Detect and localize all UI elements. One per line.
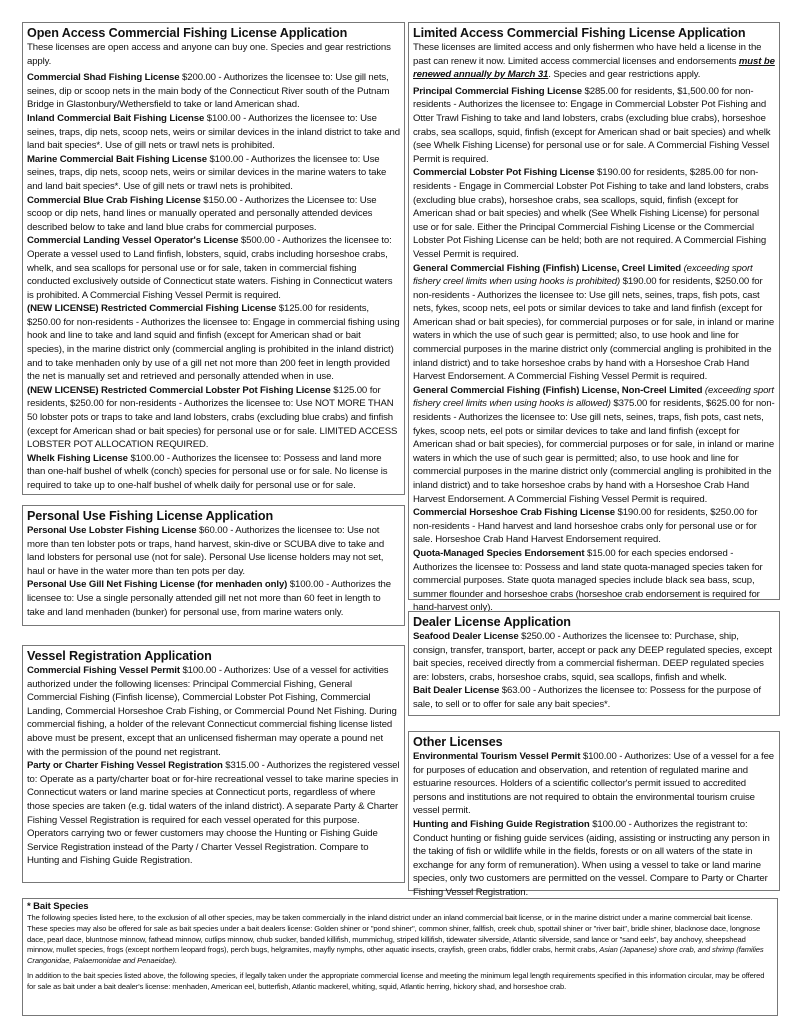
license-name: Quota-Managed Species Endorsement <box>413 547 585 559</box>
license-entry <box>27 578 400 619</box>
license-description: $100.00 - Authorizes: Use of a vessel for a fee for purposes of education and observation, and retention of regulated marine and estuarine resources. Holders of a scientific collector's permit issued to accredited persons and institutions are not required to obtain the environmental tourism cruise vessel permit. <box>413 751 775 817</box>
license-description: $190.00 for residents, $250.00 for non-residents - Authorizes the licensee to: Use gill nets, seines, traps, fish pots, cast nets, fykes, scoop nets, eel pots or similar devices to take and land finfish (except for American shad or bait species), for commercial purposes or for sale, in inland or marine waters in which the use of such gear is permitted; also, to use hook and line for commercial purposes in the marine district only (commercial angling is prohibited in the inland district) and to take horseshoe crabs by hand with a Horseshoe Crab Hand Harvest Endorsement. A Commercial Fishing Vessel Permit is required. <box>413 276 775 383</box>
license-description: $285.00 for residents, $1,500.00 for non-residents - Authorizes the licensee to: Engage in Commercial Lobster Pot Fishing and Otter Trawl Fishing to take and land lobsters, crabs (excluding blue crabs), horseshoe crabs, sea scallops, squid, finfish (except for American shad or bait species) and whelk (see Whelk Fishing License) for personal use or for sale. A Commercial Fishing Vessel Permit is required. <box>413 85 771 165</box>
intro-text: . Species and gear restrictions apply. <box>548 69 701 81</box>
license-entry <box>413 750 775 818</box>
license-description: $190.00 for residents, $250.00 for non-residents - Hand harvest and land horseshoe crabs only for personal use or for sale. Horseshoe Crab Hand Harvest Endorsement required. <box>413 507 758 546</box>
license-name: Marine Commercial Bait Fishing License <box>27 153 207 165</box>
license-entry <box>27 302 400 384</box>
bait-species-text: The following species listed here, to the exclusion of all other species, may be taken commercially in the inland district under an inland commercial bait license, or in the marine district under a marine commercial bait license. These species may also be offered for sale as bait species under a bait dealers license: Golden shiner or "pond shiner", common shiner, fallfish, creek chub, spottail shiner or "river bait", bridle shiner, blacknose dace, longnose dace, pearl dace, bluntnose minnow, fathead minnow, cutlips minnow, chub sucker, banded killifish, mummichug, striped killifish, tidewater silverside, Atlantic silverside, sand lance or "sand eels", bay anchovy, sheepshead minnow, mullet species, frogs (except northern leopard frogs), perch bugs, helgramites, mayfly nymphs, other aquatic insects, crayfish, green crabs, fiddler crabs, hermit crabs, <box>27 913 761 955</box>
license-name: Whelk Fishing License <box>27 452 128 464</box>
license-entry <box>27 153 400 194</box>
license-description: $125.00 for residents, $250.00 for non-residents - Authorizes the licensee to: Use NOT MORE THAN 50 lobster pots or traps to take and land lobsters, crabs (excluding blue crabs) and finfish (except for American shad or bait species) for personal use or for sale. LIMITED ACCESS LOBSTER POT ALLOCATION REQUIRED. <box>27 384 398 451</box>
license-description: $125.00 for residents, $250.00 for non-residents - Authorizes the licensee to: Engage in commercial fishing using hook and line to take and land squid and finfish (except for American shad or bait species), in the marine district only (commercial angling is prohibited in the inland district) and to take menhaden only by use of a gill net not more than 200 feet in length provided the net is manually set and retrieved and personally attended when in use. <box>27 303 400 383</box>
license-description: $150.00 - Authorizes the Licensee to: Use scoop or dip nets, hand lines or manually operated and personally attended devices described below to take and land blue crabs for commercial purposes. <box>27 194 377 233</box>
license-name: General Commercial Fishing (Finfish) License, Creel Limited <box>413 262 682 274</box>
license-name: Personal Use Gill Net Fishing License (for menhaden only) <box>27 579 288 591</box>
personal-use-section <box>22 505 405 626</box>
bait-species-italic: Asian (Japanese) shore crab, and shrimp (families Crangonidae, Palaemonidae and Penaeidae). <box>27 945 764 966</box>
license-entry <box>413 262 775 384</box>
license-entry <box>27 194 400 235</box>
additional-bait-species: In addition to the bait species listed above, the following species, if legally taken under the appropriate commercial license and meeting the minimum legal length requirements specified in this information circular, may be offered for sale as bait under a bait dealer's license: menhaden, American eel, butterfish, Atlantic mackerel, whiting, squid, Atlantic herring, hickory shad, and horseshoe crab. <box>27 970 765 991</box>
license-name: Bait Dealer License <box>413 685 500 697</box>
license-name: (NEW LICENSE) Restricted Commercial Fishing License <box>27 303 277 315</box>
license-description: $375.00 for residents, $625.00 for non-residents - Authorizes the licensee to: Use gill nets, seines, traps, fish pots, cast nets, fykes, scoop nets, eel pots or similar devices to take and land finfish (except for American shad or bait species), for commercial purposes or for sale, in inland or marine waters in which the use of such gear is permitted; also, to use hook and line for commercial purposes in the marine district only (commercial angling is prohibited in the inland district) and to take horseshoe crabs by hand with a Horseshoe Crab Hand Harvest Endorsement. A Commercial Fishing Vessel Permit is required. <box>413 398 775 505</box>
license-entry <box>413 85 775 167</box>
license-entry <box>413 166 775 261</box>
license-name: Commercial Landing Vessel Operator's License <box>27 235 239 247</box>
license-description: $250.00 - Authorizes the licensee to: Purchase, ship, consign, transfer, transport, barter, accept or pack any DEEP regulated species, except bait species, received directly from a commercial fisherman. DEEP regulated species are: lobsters, crabs, horseshoe crabs, squid, sea scallops, finfish and whelk. <box>413 631 772 683</box>
section-title: Open Access Commercial Fishing License Application <box>27 26 348 40</box>
license-description: $200.00 - Authorizes the licensee to: Use gill nets, seines, dip or scoop nets in the main body of the Connecticut River south of the Putnam Bridge in Glastonbury/Wethersfield to take or land American shad. <box>27 72 390 111</box>
intro-text: These licenses are limited access and only fishermen who have held a license in the past can renew it now. Limited access commercial licenses and endorsements <box>413 42 762 67</box>
license-entry <box>27 234 400 302</box>
license-entry <box>413 630 775 684</box>
license-entry <box>27 452 400 493</box>
license-entry <box>27 71 400 112</box>
license-description: $63.00 - Authorizes the licensee to: Possess for the purpose of sale, to sell or to offer for sale any bait species*. <box>413 685 761 710</box>
license-description: $100.00 - Authorizes the licensee to: Use seines, traps, dip nets, scoop nets, weirs or similar devices in the marine waters to take and land bait species*. Use of gill nets or trawl nets is prohibited. <box>27 153 387 192</box>
license-name: Personal Use Lobster Fishing License <box>27 525 197 536</box>
section-title: Vessel Registration Application <box>27 649 212 663</box>
section-intro: These licenses are open access and anyone can buy one. Species and gear restrictions apply. <box>27 42 391 67</box>
license-name: Commercial Lobster Pot Fishing License <box>413 167 595 179</box>
license-entry <box>413 506 775 547</box>
section-title: Other Licenses <box>413 735 503 749</box>
license-description: $100.00 - Authorizes the licensee to: Use seines, traps, dip nets, scoop nets, weirs or similar devices in the inland district to take and land bait species*. Use of gill nets or trawl nets is prohibited. <box>27 112 400 152</box>
section-intro <box>413 41 775 82</box>
license-name: Inland Commercial Bait Fishing License <box>27 112 205 124</box>
license-name: (NEW LICENSE) Restricted Commercial Lobster Pot Fishing License <box>27 384 331 396</box>
license-description: $190.00 for residents, $285.00 for non-residents - Engage in Commercial Lobster Pot Fishing to take and land lobsters, crabs (excluding blue crabs), horseshoe crabs, sea scallops, squid, finfish (except for American shad or bait species) and whelk (See Whelk Fishing License) for personal use or for sale. Either the Principal Commercial Fishing License or the Commercial Lobster Pot Fishing License can be held; both are not required. A Commercial Fishing Vessel Permit is required. <box>413 167 769 260</box>
license-entry <box>27 664 400 759</box>
other-licenses-section <box>408 731 780 898</box>
section-title: Personal Use Fishing License Application <box>27 509 274 523</box>
license-entry <box>413 684 775 711</box>
section-title: Limited Access Commercial Fishing License Application <box>413 26 746 40</box>
license-description: $15.00 for each species endorsed - Authorizes the licensee to: Possess and land state quota-managed species taken for commercial purposes. State quota managed species include black sea bass, scup, summer flounder and horseshoe crabs (horseshoe crab endorsement is required for hand-harvest only). <box>413 547 763 614</box>
license-description: $500.00 - Authorizes the licensee to: Operate a vessel used to Land finfish, lobsters, squid, crabs including horseshoe crabs, whelk, and sea scallops for personal use or for sale, taken in commercial fishing conducted exclusively outside of Connecticut state waters. Fishing in Connecticut waters is prohibited. A Commercial Fishing Vessel Permit is required. <box>27 235 393 301</box>
license-description: $100.00 - Authorizes the registrant to: Conduct hunting or fishing guide services (aiding, assisting or instructing any person in the taking of fish or wildlife while in the fields, forests or on all waters of the state in exchange for any form of remuneration). When using a vessel to take or land marine species, only two customers are permitted on the vessel. Compare to Party or Charter Fishing Vessel Registration. <box>413 818 770 898</box>
license-name: Commercial Fishing Vessel Permit <box>27 665 180 676</box>
license-entry <box>413 818 775 900</box>
license-name: General Commercial Fishing (Finfish) License, Non-Creel Limited <box>413 384 703 396</box>
license-name: Principal Commercial Fishing License <box>413 85 582 97</box>
license-entry <box>27 384 400 452</box>
bait-species-footnote <box>22 898 778 1016</box>
license-note: (exceeding sport fishery creel limits when using hooks is prohibited) <box>413 262 753 288</box>
dealer-license-section <box>408 611 780 716</box>
license-entry <box>413 384 775 506</box>
license-name: Hunting and Fishing Guide Registration <box>413 818 590 830</box>
license-name: Commercial Horseshoe Crab Fishing License <box>413 507 615 519</box>
license-description: $100.00 - Authorizes the licensee to: Use a single personally attended gill net not more than 60 feet in length to take and land menhaden (bunker) for personal use, from marine waters only. <box>27 579 391 618</box>
license-name: Commercial Shad Fishing License <box>27 72 180 84</box>
license-description: $100.00 - Authorizes: Use of a vessel for activities authorized under the following licenses: Principal Commercial Fishing, General Commercial Fishing (Finfish license), Commercial Lobster Pot Fishing, Commercial Landing, Commercial Horseshoe Crab Fishing, or Commercial Pound Net Fishing. During commercial fishing, a holder of the relevant Connecticut commercial fishing license listed above must be present, except that an unlicensed fisherman may operate a pound net with the permission of the pound net registrant. <box>27 665 397 758</box>
bait-species-list <box>27 913 773 967</box>
footnote-title: * Bait Species <box>27 901 89 912</box>
license-description: $60.00 - Authorizes the licensee to: Use not more than ten lobster pots or traps, hand harvest, skin-dive or SCUBA dive to take and land lobsters for personal use (not for sale). Personal Use license holders may not set, haul or have in the water more than ten pots per day. <box>27 525 385 577</box>
license-name: Seafood Dealer License <box>413 631 519 642</box>
license-note: (exceeding sport fishery creel limits when using hooks is allowed) <box>413 384 774 410</box>
open-access-section <box>22 22 405 495</box>
license-entry <box>413 547 775 615</box>
vessel-registration-section <box>22 645 405 883</box>
license-description: $315.00 - Authorizes the registered vessel to: Operate as a party/charter boat or for-hire recreational vessel to take marine species in Connecticut waters or land marine species at Connecticut ports, regardless of where those species are taken (e.g. tidal waters of the inland district). A separate Party & Charter Fishing Vessel Registration is required for each vessel operated for this purpose. Operators carrying two or fewer customers may choose the Hunting or Fishing Guide Service Registration instead of the Party / Charter Vessel Registration. Compare to Hunting and Fishing Guide Registration. <box>27 760 400 867</box>
license-entry <box>27 112 400 153</box>
license-name: Party or Charter Fishing Vessel Registration <box>27 760 223 772</box>
license-entry <box>27 759 400 868</box>
license-entry <box>27 524 400 578</box>
license-name: Commercial Blue Crab Fishing License <box>27 194 201 206</box>
license-description: $100.00 - Authorizes the licensee to: Possess and land more than one-half bushel of whelk (conch) species for personal use or for sale. No license is required to take up to one-half bushel of whelk daily for personal use or for sale. <box>27 452 388 491</box>
section-title: Dealer License Application <box>413 615 571 629</box>
renewal-deadline: must be renewed annually by March 31 <box>413 55 775 81</box>
license-name: Environmental Tourism Vessel Permit <box>413 751 581 762</box>
limited-access-section <box>408 22 780 614</box>
